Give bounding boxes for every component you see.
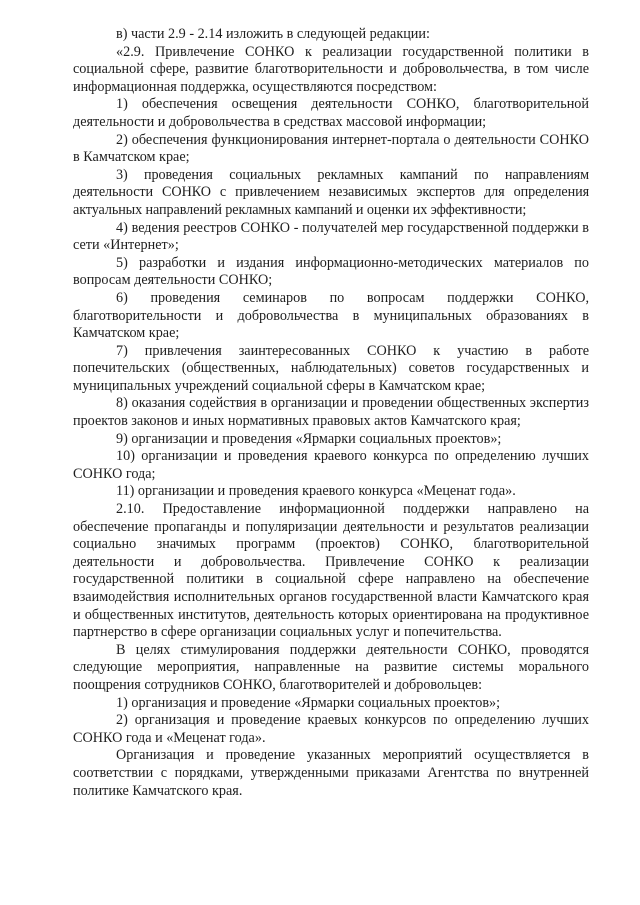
list-item-7: 7) привлечения заинтересованных СОНКО к участию в работе попечительских (общественных, наблюдательных) советов государственных и муниципальных учреждений социальной сферы в Камчатском крае; (73, 342, 589, 394)
closing-paragraph: Организация и проведение указанных мероприятий осуществляется в соответствии с порядками, утвержденными приказами Агентства по внутренней политике Камчатского края. (73, 747, 589, 799)
list-item-3: 3) проведения социальных рекламных кампаний по направлениям деятельности СОНКО с привлечением независимых экспертов для определения актуальных направлений рекламных кампаний и оценки их эффективности; (73, 166, 589, 218)
list-item-2: 2) обеспечения функционирования интернет-портала о деятельности СОНКО в Камчатском крае; (73, 131, 589, 166)
incentive-paragraph: В целях стимулирования поддержки деятельности СОНКО, проводятся следующие мероприятия, направленные на развитие системы морального поощрения сотрудников СОНКО, благотворителей и добровольцев: (73, 641, 589, 693)
list-item-11: 11) организации и проведения краевого конкурса «Меценат года». (116, 483, 516, 500)
list-item-5: 5) разработки и издания информационно-методических материалов по вопросам деятельности СОНКО; (73, 254, 589, 289)
incentive-item-1: 1) организация и проведение «Ярмарки социальных проектов»; (116, 694, 501, 711)
amendment-intro: в) части 2.9 - 2.14 изложить в следующей редакции: (116, 26, 430, 42)
list-item-9: 9) организации и проведения «Ярмарки социальных проектов»; (116, 430, 502, 447)
paragraph-2-10: 2.10. Предоставление информационной поддержки направлено на обеспечение пропаганды и популяризации деятельности и результатов реализации социально значимых программ (проектов) СОНКО, благотворительной деятельности и добровольчества. Привлечение СОНКО к реализации государственной политики в социальной сфере направлено на обеспечение взаимодействия исполнительных органов государственной власти Камчатского края и общественных институтов, деятельность которых ориентирована на продуктивное партнерство в сфере организации социальных услуг и попечительства. (73, 501, 589, 641)
list-item-4: 4) ведения реестров СОНКО - получателей мер государственной поддержки в сети «Интернет»; (73, 219, 589, 254)
list-item-6: 6) проведения семинаров по вопросам поддержки СОНКО, благотворительности и добровольчества в муниципальных образованиях в Камчатском крае; (73, 289, 589, 342)
list-item-1: 1) обеспечения освещения деятельности СОНКО, благотворительной деятельности и добровольчества в средствах массовой информации; (73, 96, 589, 130)
list-item-10: 10) организации и проведения краевого конкурса по определению лучших СОНКО года; (73, 448, 589, 482)
list-item-8: 8) оказания содействия в организации и проведении общественных экспертиз проектов законов и иных нормативных правовых актов Камчатского края; (73, 395, 589, 430)
document-page (73, 26, 589, 800)
paragraph-2-9: «2.9. Привлечение СОНКО к реализации государственной политики в социальной сфере, развитие благотворительности и добровольчества, в том числе информационная поддержка, осуществляются посредством: (73, 43, 589, 95)
incentive-item-2: 2) организация и проведение краевых конкурсов по определению лучших СОНКО года и «Меценат года». (73, 712, 589, 746)
